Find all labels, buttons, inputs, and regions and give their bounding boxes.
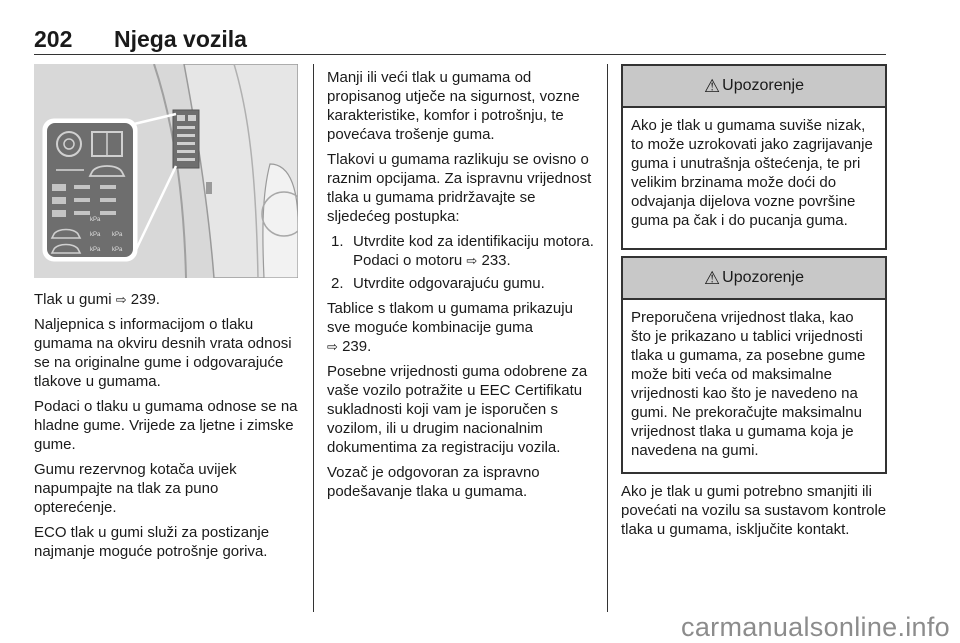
column-2 — [327, 68, 595, 507]
page-ref-link[interactable]: 239. — [130, 291, 160, 308]
paragraph — [327, 299, 595, 356]
label-unit: kPa — [112, 232, 123, 238]
column-divider — [313, 64, 314, 612]
figure-caption — [34, 290, 300, 309]
paragraph: Tlakovi u gumama razlikuju se ovisno o raznim opcijama. Za ispravnu vrijednost tlaka u gumama pridržavajte se sljedećeg postupka: — [327, 151, 592, 225]
warning-box — [621, 256, 887, 474]
paragraph: Podaci o tlaku u gumama odnose se na hladne gume. Vrijede za ljetne i zimske gume. — [34, 398, 298, 453]
warning-title-text: Upozorenje — [722, 269, 804, 286]
paragraph: ECO tlak u gumi služi za postizanje najmanje moguće potrošnje goriva. — [34, 524, 270, 560]
column-divider — [607, 64, 608, 612]
tire-pressure-label-illustration — [34, 64, 298, 278]
column-1 — [34, 290, 300, 567]
label-unit: kPa — [112, 247, 123, 253]
warning-title-text: Upozorenje — [722, 77, 804, 94]
page-ref-arrow-icon: ⇨ — [115, 292, 127, 307]
chapter-title: Njega vozila — [114, 26, 247, 52]
procedure-steps — [327, 232, 595, 293]
warning-icon: ⚠ — [704, 75, 721, 96]
page-number: 202 — [34, 26, 73, 52]
page-ref-arrow-icon: ⇨ — [466, 253, 478, 268]
paragraph-text: Tablice s tlakom u gumama prikazuju sve moguće kombinacije guma — [327, 300, 573, 336]
column-3-text — [621, 482, 889, 545]
page-ref-link[interactable]: 233. — [481, 252, 511, 269]
watermark: carmanualsonline.info — [681, 612, 950, 642]
page-header — [34, 26, 886, 54]
paragraph: Ako je tlak u gumi potrebno smanjiti ili povećati na vozilu sa sustavom kontrole tlaka u gumama, isključite kontakt. — [621, 483, 887, 538]
warning-box — [621, 64, 887, 250]
page-ref-link[interactable]: 239. — [342, 338, 372, 355]
warning-title — [623, 66, 885, 108]
warning-text: Preporučena vrijednost tlaka, kao što je prikazano u tablici vrijednosti tlaka u gumama, za posebne gume može biti veća od maksimalne vrijednosti kao što je navedeno na gumi. Ne prekoračujte maksimalnu vrijednost tlaka u gumama koja je navedena na gumi. — [631, 309, 866, 459]
list-item — [327, 232, 595, 270]
step-number: 2. — [331, 275, 344, 292]
label-unit: kPa — [90, 232, 101, 238]
step-number: 1. — [331, 233, 344, 250]
paragraph: Gumu rezervnog kotača uvijek napumpajte na tlak za puno opterećenje. — [34, 461, 237, 516]
header-divider — [34, 54, 886, 55]
warning-text: Ako je tlak u gumama suviše nizak, to može uzrokovati jako zagrijavanje guma i unutrašnja oštećenja, te pri velikim brzinama može doći do odvajanja dijelova vozne površine guma pa čak i do pucanja guma. — [631, 117, 873, 229]
step-text: Utvrdite odgovarajuću gumu. — [353, 275, 545, 292]
paragraph: Posebne vrijednosti guma odobrene za vaše vozilo potražite u EEC Certifikatu sukladnosti koji vam je isporučen s vozilom, ili u drugim nacionalnim dokumentima za registraciju vozila. — [327, 363, 588, 456]
page-ref-arrow-icon: ⇨ — [327, 339, 338, 354]
label-unit: kPa — [90, 217, 101, 223]
warning-icon: ⚠ — [704, 267, 721, 288]
paragraph: Naljepnica s informacijom o tlaku gumama na okviru desnih vrata odnosi se na originalne gume i odgovarajuće tlakove u gumama. — [34, 316, 292, 390]
list-item — [327, 274, 595, 293]
caption-text: Tlak u gumi — [34, 291, 112, 308]
label-unit: kPa — [90, 247, 101, 253]
warning-title — [623, 258, 885, 300]
step-text: Utvrdite kod za identifikaciju motora. Podaci o motoru — [353, 233, 594, 269]
paragraph: Manji ili veći tlak u gumama od propisanog utječe na sigurnost, vozne karakteristike, komfor i potrošnju, te povećava trošenje guma. — [327, 69, 580, 143]
paragraph: Vozač je odgovoran za ispravno podešavanje tlaka u gumama. — [327, 464, 540, 500]
